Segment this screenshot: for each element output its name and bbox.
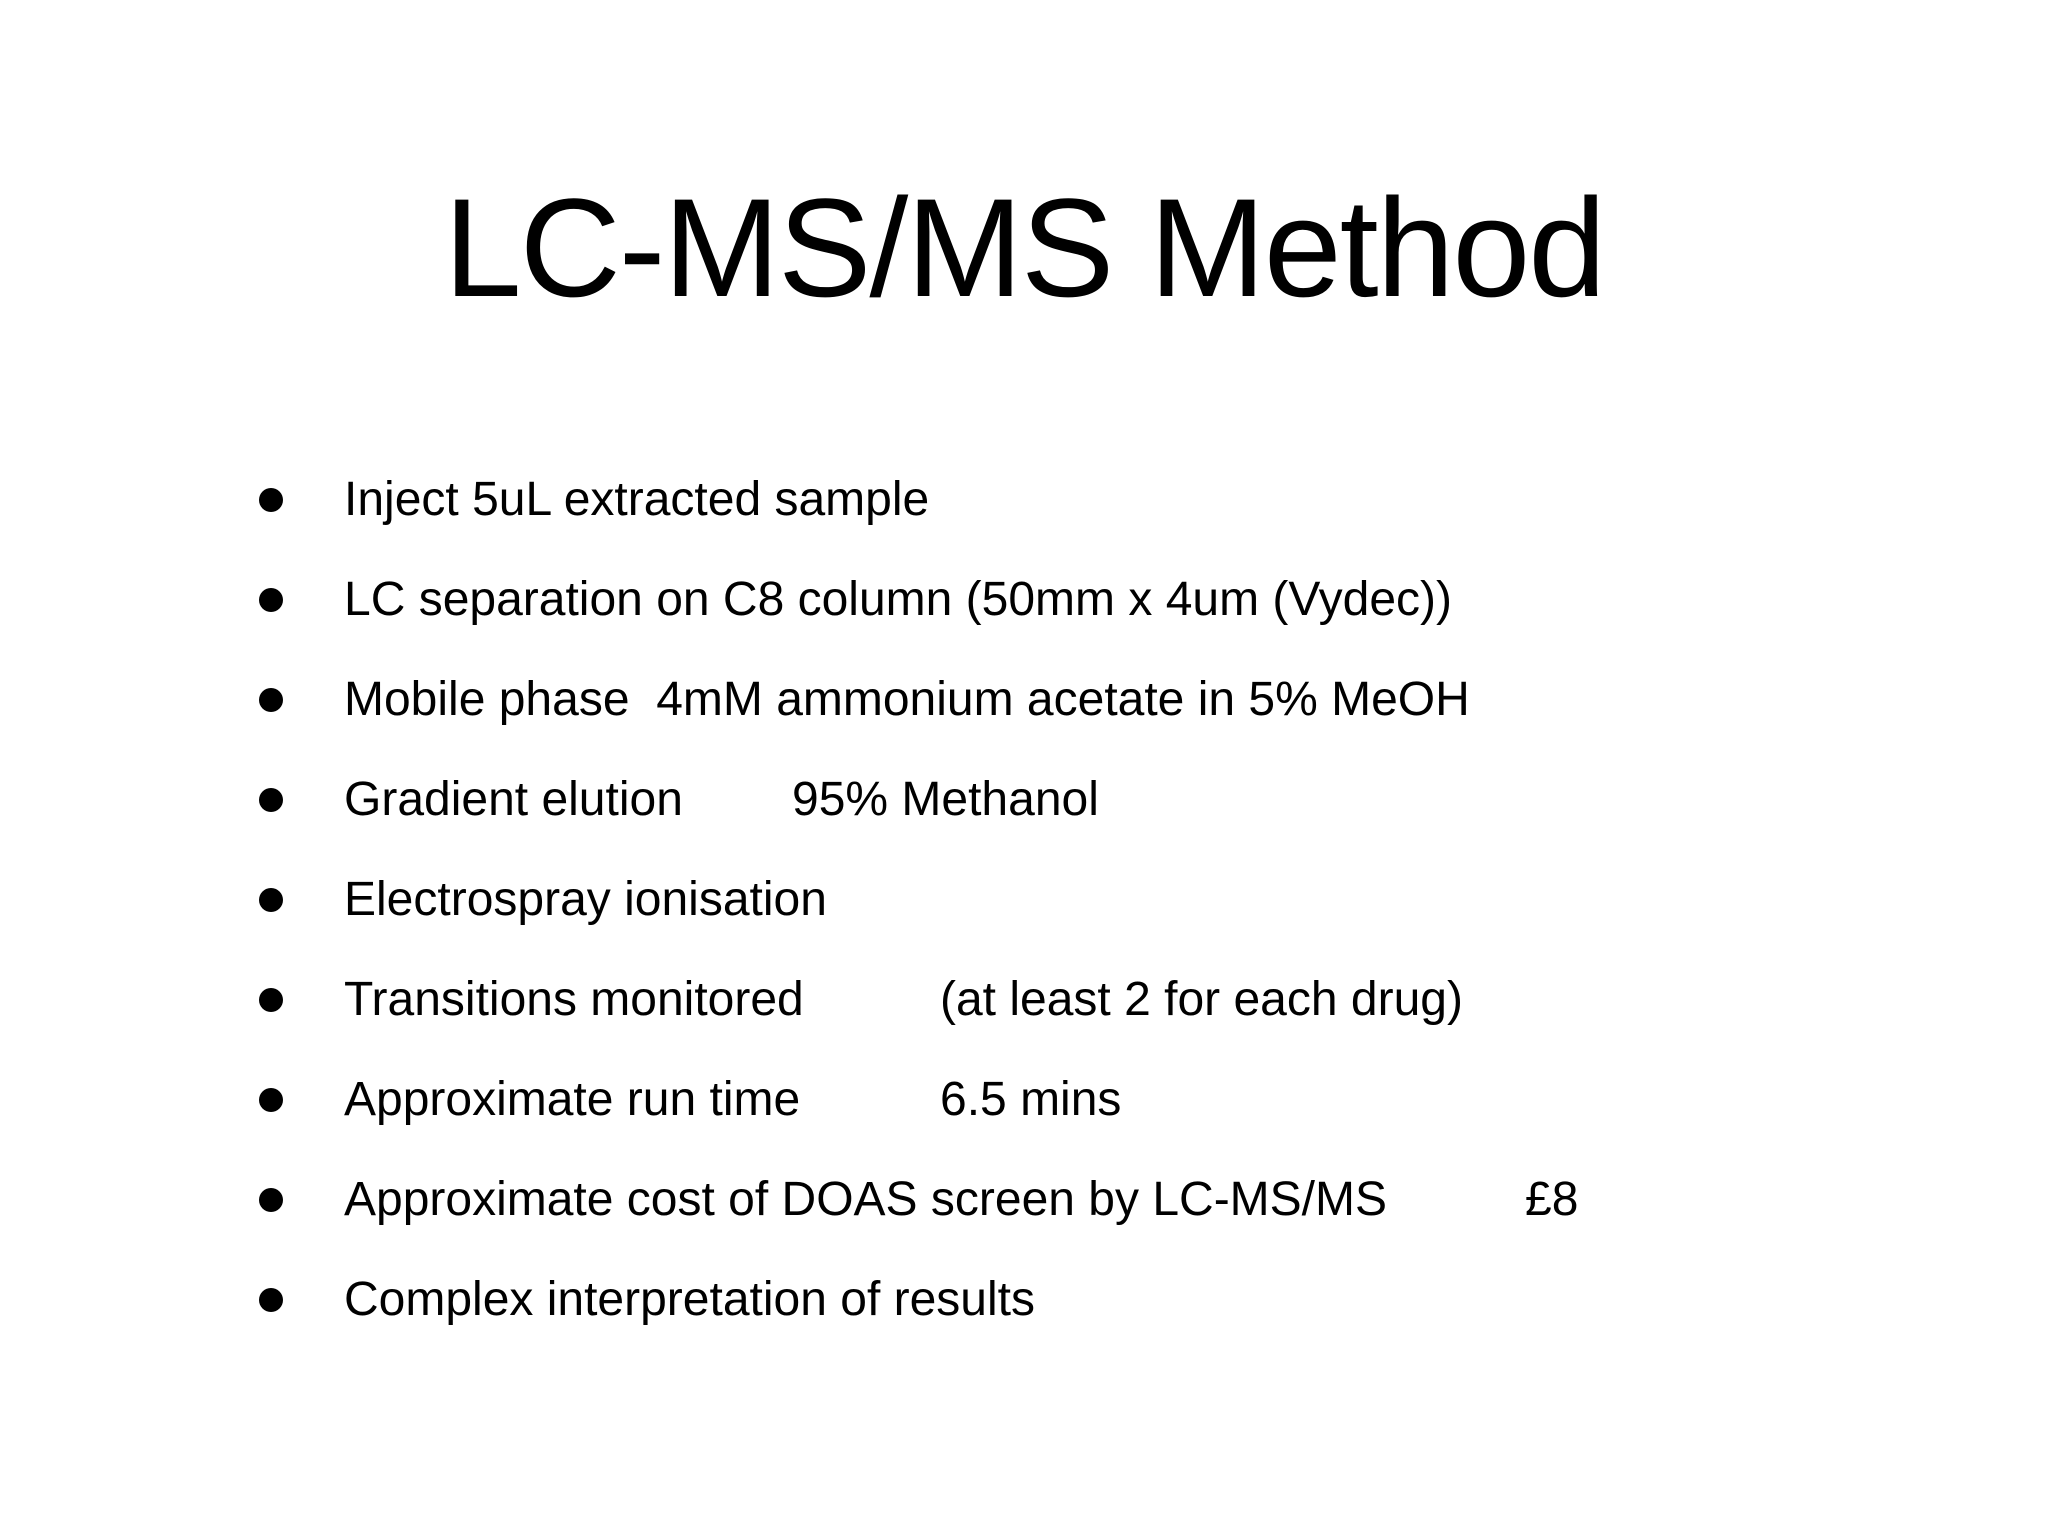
bullet-text: Transitions monitored (344, 973, 804, 1026)
bullet-extra-value: £8 (1525, 1173, 1579, 1226)
bullet-icon (259, 988, 283, 1012)
bullet-extra-value: 6.5 mins (940, 1073, 1122, 1126)
bullet-icon (259, 1088, 283, 1112)
bullet-icon (259, 588, 283, 612)
bullet-text: Mobile phase 4mM ammonium acetate in 5% MeOH (344, 673, 1470, 726)
slide-title: LC-MS/MS Method (443, 169, 1605, 326)
bullet-item (0, 960, 2048, 1040)
bullet-item (0, 1260, 2048, 1340)
bullet-item (0, 660, 2048, 740)
bullet-text: Complex interpretation of results (344, 1273, 1035, 1326)
bullet-item (0, 560, 2048, 640)
bullet-text: LC separation on C8 column (50mm x 4um (Vydec)) (344, 573, 1452, 626)
bullet-icon (259, 1288, 283, 1312)
bullet-item (0, 460, 2048, 540)
bullet-text: Inject 5uL extracted sample (344, 473, 930, 526)
bullet-text: Approximate cost of DOAS screen by LC-MS/MS (344, 1173, 1388, 1226)
bullet-icon (259, 788, 283, 812)
bullet-icon (259, 1188, 283, 1212)
bullet-icon (259, 488, 283, 512)
bullet-extra-value: 95% Methanol (792, 773, 1099, 826)
bullet-item (0, 860, 2048, 940)
bullet-icon (259, 688, 283, 712)
bullet-extra-value: (at least 2 for each drug) (940, 973, 1463, 1026)
bullet-icon (259, 888, 283, 912)
bullet-item (0, 1060, 2048, 1140)
bullet-text: Approximate run time (344, 1073, 801, 1126)
bullet-item (0, 1160, 2048, 1240)
bullet-item (0, 760, 2048, 840)
bullet-text: Electrospray ionisation (344, 873, 827, 926)
bullet-text: Gradient elution (344, 773, 683, 826)
